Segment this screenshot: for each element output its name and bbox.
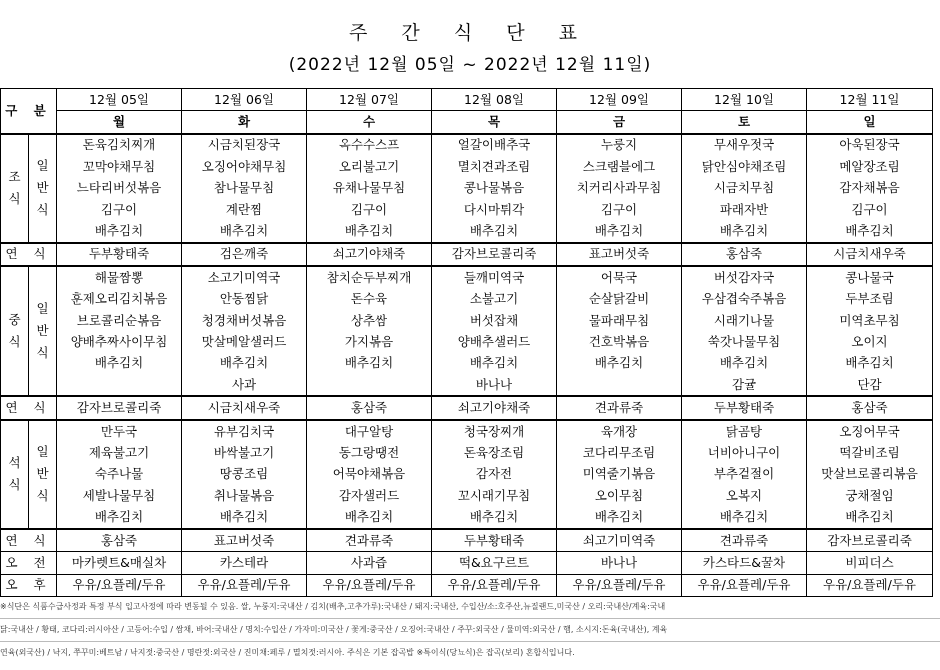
menu-cell: 배추김치 [807,506,933,528]
day-header: 월 [57,111,182,134]
menu-cell: 배추김치 [57,506,182,528]
menu-cell: 무새우젓국 [682,134,807,156]
menu-cell: 궁채절임 [807,485,933,506]
menu-cell: 배추김치 [182,220,307,242]
menu-cell: 김구이 [307,199,432,220]
menu-cell: 순살닭갈비 [557,289,682,310]
menu-cell: 미역초무침 [807,310,933,331]
snack-cell: 바나나 [557,552,682,574]
porridge-cell: 두부황태죽 [57,243,182,266]
lunch-label [1,266,29,396]
vertical-char: 반 [36,323,49,339]
menu-cell: 안동찜닭 [182,289,307,310]
menu-cell: 돈육장조림 [432,442,557,463]
menu-cell: 버섯감자국 [682,266,807,288]
porridge-cell: 쇠고기야채죽 [307,243,432,266]
porridge-cell: 검은깨죽 [182,243,307,266]
menu-cell: 소불고기 [432,289,557,310]
day-header: 일 [807,111,933,134]
breakfast-porridge-label: 연 식 [1,243,57,266]
menu-cell: 배추김치 [807,220,933,242]
menu-cell: 제육불고기 [57,442,182,463]
menu-cell: 배추김치 [432,506,557,528]
vertical-char: 중 [8,312,21,328]
menu-cell: 바나나 [432,374,557,396]
menu-cell: 배추김치 [57,353,182,374]
date-header: 12월 06일 [182,89,307,111]
day-header: 수 [307,111,432,134]
menu-cell: 배추김치 [432,220,557,242]
vertical-char: 일 [36,301,49,317]
menu-cell: 아욱된장국 [807,134,933,156]
page-title: 주 간 식 단 표 [349,22,591,44]
day-header: 금 [557,111,682,134]
menu-cell: 배추김치 [182,506,307,528]
note-line: 닭:국내산 / 황태, 코다리:러시아산 / 고등어:수입 / 쌈채, 바어:국내산 / 명치:수입산 / 가자미:미국산 / 꽃게:중국산 / 오징어:국내산 / 주꾸:외국산 / 물미역:외국산 / 햄, 소시지:돈육(국내산), 계육 [0,619,940,642]
porridge-cell: 홍삼죽 [307,396,432,419]
menu-cell: 스크램블에그 [557,156,682,177]
vertical-char: 식 [36,488,49,504]
menu-cell: 두부조림 [807,289,933,310]
menu-cell: 닭안심야채조림 [682,156,807,177]
porridge-cell: 시금치새우죽 [807,243,933,266]
menu-cell: 꼬시래기무침 [432,485,557,506]
menu-cell: 버섯잡채 [432,310,557,331]
menu-cell [307,374,432,396]
vertical-char: 석 [8,455,21,471]
origin-notes [0,596,940,664]
breakfast-label [1,134,29,243]
snack-cell: 떡&요구르트 [432,552,557,574]
snack-cell: 우유/요플레/두유 [557,574,682,596]
snack_pm-label: 오 후 [1,574,57,596]
menu-cell: 누룽지 [557,134,682,156]
vertical-char: 식 [8,477,21,493]
menu-cell: 배추김치 [682,220,807,242]
vertical-char: 일 [36,444,49,460]
day-header: 화 [182,111,307,134]
menu-cell: 어묵국 [557,266,682,288]
snack-cell: 우유/요플레/두유 [432,574,557,596]
porridge-cell: 홍삼죽 [682,243,807,266]
menu-cell: 가지볶음 [307,331,432,352]
menu-cell: 해물짬뽕 [57,266,182,288]
menu-cell: 맛살메알샐러드 [182,331,307,352]
snack-cell: 우유/요플레/두유 [57,574,182,596]
menu-cell: 김구이 [557,199,682,220]
porridge-cell: 감자브로콜리죽 [432,243,557,266]
snack_am-label: 오 전 [1,552,57,574]
menu-cell: 청국장찌개 [432,420,557,442]
menu-cell: 시금치무침 [682,178,807,199]
porridge-cell: 홍삼죽 [807,396,933,419]
menu-cell: 멸치견과조림 [432,156,557,177]
snack-cell: 우유/요플레/두유 [682,574,807,596]
menu-cell [57,374,182,396]
snack-cell: 비피더스 [807,552,933,574]
menu-cell: 배추김치 [182,353,307,374]
dinner-porridge-label: 연 식 [1,529,57,552]
menu-cell: 김구이 [807,199,933,220]
menu-cell: 배추김치 [557,220,682,242]
menu-cell: 파래자반 [682,199,807,220]
porridge-cell: 견과류죽 [682,529,807,552]
menu-cell: 꼬막야채무침 [57,156,182,177]
dinner-label [1,420,29,529]
menu-cell: 물파래무침 [557,310,682,331]
menu-cell: 부추겉절이 [682,464,807,485]
porridge-cell: 홍삼죽 [57,529,182,552]
menu-cell: 배추김치 [807,353,933,374]
gubun-label: 구 분 [1,89,57,134]
menu-cell: 바싹불고기 [182,442,307,463]
menu-cell: 땅콩조림 [182,464,307,485]
menu-cell: 유부김치국 [182,420,307,442]
menu-cell: 맛살브로콜리볶음 [807,464,933,485]
porridge-cell: 쇠고기야채죽 [432,396,557,419]
menu-cell: 코다리무조림 [557,442,682,463]
menu-cell: 시금치된장국 [182,134,307,156]
menu-cell: 양배추샐러드 [432,331,557,352]
vertical-char: 반 [36,466,49,482]
porridge-cell: 감자브로콜리죽 [57,396,182,419]
porridge-cell: 견과류죽 [307,529,432,552]
menu-cell: 오징어무국 [807,420,933,442]
menu-cell: 오복지 [682,485,807,506]
menu-cell: 동그랑땡전 [307,442,432,463]
date-range: (2022년 12월 05일 ~ 2022년 12월 11일) [288,55,652,75]
menu-cell: 청경채버섯볶음 [182,310,307,331]
menu-cell: 얼갈이배추국 [432,134,557,156]
menu-cell: 감자채볶음 [807,178,933,199]
menu-cell: 훈제오리김치볶음 [57,289,182,310]
menu-cell: 너비아니구이 [682,442,807,463]
menu-cell: 사과 [182,374,307,396]
date-header: 12월 07일 [307,89,432,111]
menu-cell: 감자샐러드 [307,485,432,506]
menu-cell: 건호박볶음 [557,331,682,352]
snack-cell: 사과즙 [307,552,432,574]
date-header: 12월 09일 [557,89,682,111]
date-header: 12월 05일 [57,89,182,111]
menu-cell: 배추김치 [432,353,557,374]
porridge-cell: 두부황태죽 [682,396,807,419]
menu-cell: 우삼겹숙주볶음 [682,289,807,310]
menu-cell: 오리불고기 [307,156,432,177]
porridge-cell: 시금치새우죽 [182,396,307,419]
menu-cell: 소고기미역국 [182,266,307,288]
menu-cell [557,374,682,396]
menu-cell: 배추김치 [307,353,432,374]
menu-cell: 닭곰탕 [682,420,807,442]
menu-cell: 떡갈비조림 [807,442,933,463]
menu-cell: 오이지 [807,331,933,352]
menu-cell: 배추김치 [682,506,807,528]
menu-cell: 유채나물무침 [307,178,432,199]
snack-cell: 우유/요플레/두유 [807,574,933,596]
vertical-char: 식 [8,191,21,207]
day-header: 토 [682,111,807,134]
menu-cell: 감자전 [432,464,557,485]
menu-cell: 들깨미역국 [432,266,557,288]
menu-cell: 배추김치 [307,220,432,242]
breakfast-sub-label [29,134,57,243]
menu-cell: 미역줄기볶음 [557,464,682,485]
snack-cell: 우유/요플레/두유 [182,574,307,596]
porridge-cell: 두부황태죽 [432,529,557,552]
menu-cell: 어묵야채볶음 [307,464,432,485]
menu-cell: 돈수육 [307,289,432,310]
menu-cell: 메알장조림 [807,156,933,177]
porridge-cell: 표고버섯죽 [182,529,307,552]
menu-cell: 다시마튀각 [432,199,557,220]
vertical-char: 반 [36,180,49,196]
menu-cell: 숙주나물 [57,464,182,485]
menu-cell: 김구이 [57,199,182,220]
day-header: 목 [432,111,557,134]
dinner-sub-label [29,420,57,529]
menu-cell: 배추김치 [307,506,432,528]
note-line: ※식단은 식품수급사정과 특정 부식 입고사정에 따라 변동될 수 있음. 쌀, 누룽지:국내산 / 김치(배추,고추가루):국내산 / 돼지:국내산, 수입산/소:호주산,뉴질랜드,미국산 / 오리:국내산/계육:국내 [0,596,940,619]
menu-cell: 쑥갓나물무침 [682,331,807,352]
menu-cell: 배추김치 [557,506,682,528]
menu-cell: 배추김치 [57,220,182,242]
weekly-menu-table [0,88,933,597]
menu-cell: 양배추짜사이무침 [57,331,182,352]
menu-cell: 콩나물볶음 [432,178,557,199]
menu-cell: 취나물볶음 [182,485,307,506]
menu-cell: 상추쌈 [307,310,432,331]
menu-cell: 대구알탕 [307,420,432,442]
porridge-cell: 감자브로콜리죽 [807,529,933,552]
snack-cell: 마카렛트&매실차 [57,552,182,574]
porridge-cell: 견과류죽 [557,396,682,419]
porridge-cell: 표고버섯죽 [557,243,682,266]
menu-cell: 참치순두부찌개 [307,266,432,288]
menu-cell: 감귤 [682,374,807,396]
menu-cell: 콩나물국 [807,266,933,288]
porridge-cell: 쇠고기미역죽 [557,529,682,552]
vertical-char: 일 [36,158,49,174]
menu-cell: 치커리사과무침 [557,178,682,199]
vertical-char: 식 [36,202,49,218]
menu-cell: 단감 [807,374,933,396]
menu-cell: 참나물무침 [182,178,307,199]
date-header: 12월 10일 [682,89,807,111]
menu-cell: 오이무침 [557,485,682,506]
menu-cell: 배추김치 [682,353,807,374]
lunch-sub-label [29,266,57,396]
menu-cell: 오징어야채무침 [182,156,307,177]
menu-cell: 돈육김치찌개 [57,134,182,156]
menu-cell: 세발나물무침 [57,485,182,506]
menu-cell: 브로콜리순볶음 [57,310,182,331]
vertical-char: 조 [8,169,21,185]
menu-cell: 느타리버섯볶음 [57,178,182,199]
menu-cell: 만두국 [57,420,182,442]
vertical-char: 식 [36,345,49,361]
snack-cell: 카스타드&꿀차 [682,552,807,574]
vertical-char: 식 [8,334,21,350]
menu-cell: 옥수수스프 [307,134,432,156]
date-header: 12월 11일 [807,89,933,111]
lunch-porridge-label: 연 식 [1,396,57,419]
note-line: 연육(외국산) / 낙지, 쭈꾸미:베트남 / 낙지젓:중국산 / 명란젓:외국산 / 진미채:페루 / 멸치젓:러시아. 주식은 기본 잡곡밥 ※특이식(당뇨식)은 잡곡(보리) 혼합식입니다. [0,648,575,657]
date-header: 12월 08일 [432,89,557,111]
menu-cell: 계란찜 [182,199,307,220]
snack-cell: 우유/요플레/두유 [307,574,432,596]
menu-cell: 배추김치 [557,353,682,374]
menu-cell: 시래기나물 [682,310,807,331]
snack-cell: 카스테라 [182,552,307,574]
menu-cell: 육개장 [557,420,682,442]
